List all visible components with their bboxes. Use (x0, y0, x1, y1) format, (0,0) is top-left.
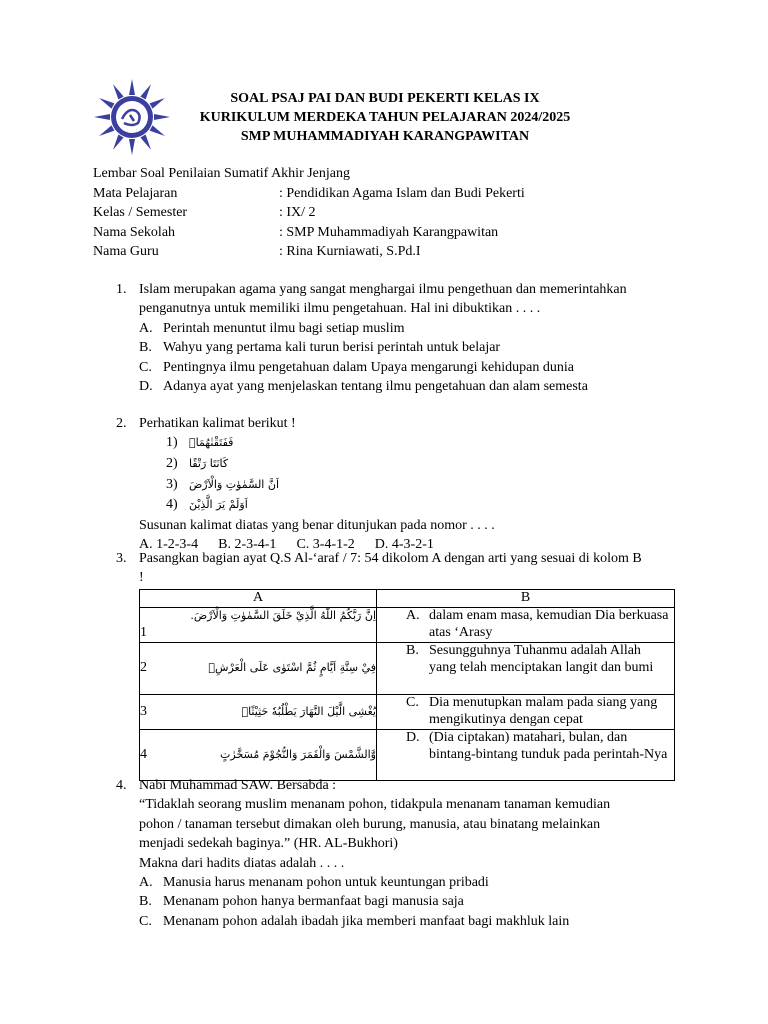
question-number: 2. (116, 416, 127, 431)
matching-table (139, 589, 675, 781)
question-text: Perhatikan kalimat berikut ! (139, 416, 296, 431)
hadith-quote: “Tidaklah seorang muslim menanam pohon, tidakpula menanam tanaman kemudian pohon / tanaman tersebut dimakan oleh burung, manusia, atau binatang melainkan menjadi sedekah baginya.” (HR. AL-Bukhori) (139, 797, 611, 852)
column-a-cell (140, 608, 377, 643)
arabic-verse: وَّالشَّمْسَ وَالْقَمَرَ وَالنُّجُوْمَ مُسَخَّرٰتٍ (220, 747, 376, 761)
item-number: 1) (166, 435, 178, 451)
identity-block (93, 164, 525, 262)
column-a-cell (140, 695, 377, 730)
column-b-cell (377, 608, 675, 643)
identity-value: : SMP Muhammadiyah Karangpawitan (279, 224, 499, 240)
identity-value: : Rina Kurniawati, S.Pd.I (279, 244, 421, 259)
arabic-verse: يُغْشِى الَّيْلَ النَّهَارَ يَطْلُبُهٗ حَثِيْثًاۙ (241, 704, 376, 718)
column-b-cell (377, 695, 675, 730)
question-4 (116, 776, 646, 931)
option (139, 358, 646, 377)
option (139, 873, 646, 892)
cell-number: 1 (140, 624, 147, 640)
option (139, 377, 646, 396)
identity-row (93, 184, 525, 204)
identity-row (93, 203, 525, 223)
option-text: Sesungguhnya Tuhanmu adalah Allah yang telah menciptakan langit dan bumi (429, 643, 654, 675)
option: D. 4-3-2-1 (374, 537, 434, 553)
option-text: Wahyu yang pertama kali turun berisi perintah untuk belajar (163, 340, 501, 356)
identity-row (93, 242, 525, 262)
option (139, 338, 646, 357)
option: A. 1-2-3-4 (139, 537, 199, 553)
option-text: Perintah menuntut ilmu bagi setiap muslim (163, 320, 405, 336)
option-letter: C. (139, 359, 152, 375)
question-1 (116, 280, 646, 396)
arabic-text: اَوَلَمْ يَرَ الَّذِيْنَ (189, 498, 248, 512)
header-line-1: SOAL PSAJ PAI DAN BUDI PEKERTI KELAS IX (230, 91, 540, 106)
identity-key: Nama Sekolah (93, 224, 176, 240)
option-letter: B. (406, 643, 419, 658)
question-prompt: Susunan kalimat diatas yang benar ditunjukan pada nomor . . . . (139, 517, 495, 533)
option-letter: C. (139, 913, 152, 929)
option-letter: D. (139, 379, 153, 395)
option-text: dalam enam masa, kemudian Dia berkuasa atas ‘Arasy (429, 608, 669, 640)
column-b-cell (377, 730, 675, 781)
identity-value: : Pendidikan Agama Islam dan Budi Pekerti (279, 185, 525, 201)
column-b-header: B (377, 590, 675, 608)
option-letter: D. (406, 730, 420, 745)
option-text: Menanam pohon adalah ibadah jika memberi manfaat bagi makhluk lain (163, 913, 570, 929)
cell-number: 2 (140, 660, 147, 676)
column-b-cell (377, 643, 675, 695)
option-text: Pentingnya ilmu pengetahuan dalam Upaya mengarungi kehidupan dunia (163, 359, 574, 375)
identity-row (93, 223, 525, 243)
arabic-verse: اِنَّ رَبَّكُمُ اللّٰهُ الَّذِيْ خَلَقَ السَّمٰوٰتِ وَالْاَرْضَ. (190, 609, 376, 622)
question-2 (116, 414, 646, 555)
cell-number: 3 (140, 703, 147, 719)
option-text: Manusia harus menanam pohon untuk keuntungan pribadi (163, 875, 489, 891)
question-text: Nabi Muhammad SAW. Bersabda : (139, 778, 337, 793)
option: C. 3-4-1-2 (296, 537, 355, 553)
arabic-item (139, 475, 646, 496)
arabic-text: فَفَتَقْنٰهُمَاۗ (189, 436, 234, 450)
option (139, 912, 646, 931)
arabic-item (139, 495, 646, 516)
question-number: 4. (116, 778, 127, 793)
option: B. 2-3-4-1 (218, 537, 277, 553)
identity-key: Nama Guru (93, 244, 159, 259)
option-letter: A. (139, 875, 153, 891)
option-letter: B. (139, 340, 152, 356)
identity-value: : IX/ 2 (279, 205, 316, 220)
column-a-cell (140, 730, 377, 781)
header-line-3: SMP MUHAMMADIYAH KARANGPAWITAN (240, 129, 530, 144)
question-3 (116, 549, 646, 588)
school-logo (92, 78, 172, 156)
item-number: 3) (166, 476, 178, 492)
arabic-text: اَنَّ السَّمٰوٰتِ وَالْاَرْضَ (189, 477, 279, 491)
arabic-item (139, 433, 646, 454)
option (139, 319, 646, 338)
question-text: Islam merupakan agama yang sangat menghargai ilmu pengethuan dan memerintahkan penganutnya untuk memiliki ilmu pengetahuan. Hal ini dibuktikan . . . . (139, 282, 627, 317)
document-header (180, 89, 590, 146)
option-letter: A. (406, 608, 420, 623)
option-letter: C. (406, 695, 419, 710)
cell-number: 4 (140, 746, 147, 762)
option-text: (Dia ciptakan) matahari, bulan, dan bintang-bintang tunduk pada perintah-Nya (429, 730, 668, 762)
option-text: Menanam pohon hanya bermanfaat bagi manusia saja (163, 894, 464, 910)
item-number: 4) (166, 497, 178, 513)
option-text: Dia menutupkan malam pada siang yang mengikutinya dengan cepat (429, 695, 658, 727)
question-text: Pasangkan bagian ayat Q.S Al-‘araf / 7: 54 dikolom A dengan arti yang sesuai di kolom B ! (139, 551, 642, 586)
identity-title: Lembar Soal Penilaian Sumatif Akhir Jenjang (93, 166, 351, 181)
option (139, 892, 646, 911)
header-line-2: KURIKULUM MERDEKA TAHUN PELAJARAN 2024/2025 (199, 110, 571, 125)
column-a-cell (140, 643, 377, 695)
arabic-text: كَانَتَا رَتْقًا (189, 457, 229, 470)
option-text: Adanya ayat yang menjelaskan tentang ilmu pengetahuan dan alam semesta (163, 379, 588, 395)
identity-key: Kelas / Semester (93, 205, 188, 220)
question-prompt: Makna dari hadits diatas adalah . . . . (139, 855, 345, 871)
item-number: 2) (166, 456, 178, 471)
identity-key: Mata Pelajaran (93, 185, 178, 201)
arabic-item (139, 454, 646, 475)
question-number: 3. (116, 551, 127, 566)
question-number: 1. (116, 282, 127, 297)
arabic-verse: فِيْ سِتَّةِ اَيَّامٍ ثُمَّ اسْتَوٰى عَلَى الْعَرْشِۗ (208, 661, 376, 675)
column-a-header: A (140, 590, 377, 608)
option-letter: B. (139, 894, 152, 910)
option-letter: A. (139, 320, 153, 336)
